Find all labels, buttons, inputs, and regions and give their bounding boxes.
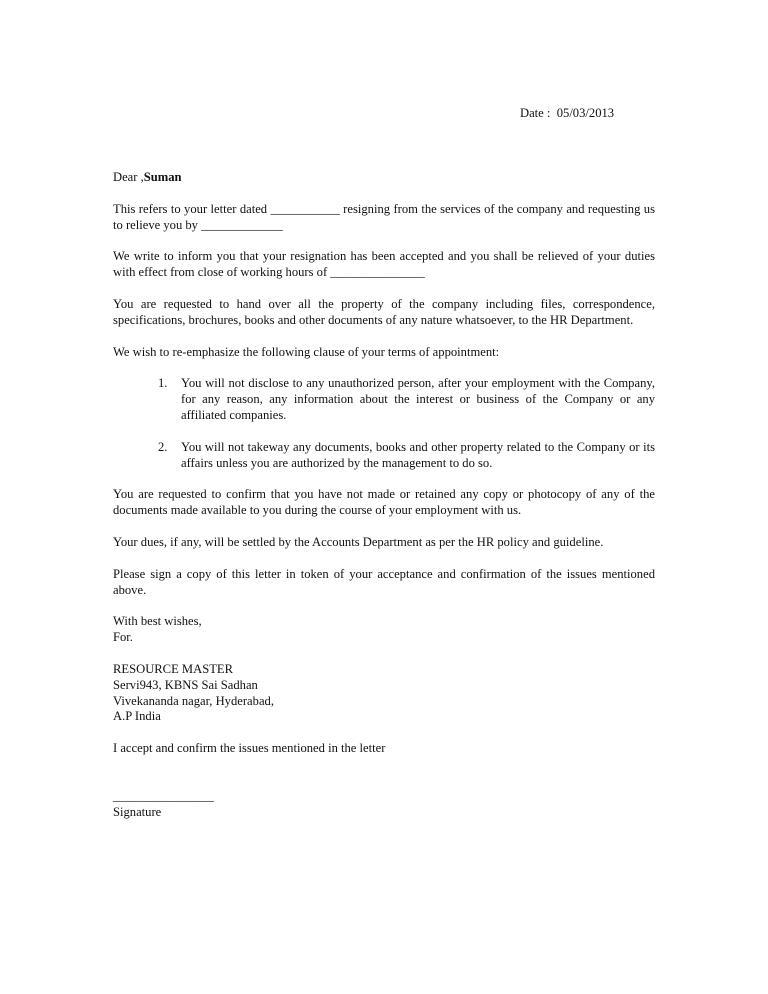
signature-block (113, 789, 655, 821)
clause-text: You will not takeway any documents, books and other property related to the Company or its affairs unless you are authorized by the management to do so. (181, 439, 655, 470)
paragraph-confirm: You are requested to confirm that you have not made or retained any copy or photocopy of any of the documents made available to you during the course of your employment with us. (113, 487, 655, 518)
closing-wishes: With best wishes, (113, 614, 202, 629)
paragraph-reemphasize: We wish to re-emphasize the following clause of your terms of appointment: (113, 344, 500, 359)
date-value: 05/03/2013 (556, 106, 615, 120)
address-line-3: A.P India (113, 709, 161, 724)
clause-item (113, 440, 655, 472)
paragraph-refers: This refers to your letter dated ___________ resigning from the services of the company and requesting us to relieve you by _____________ (113, 201, 655, 232)
address-line-2: Vivekananda nagar, Hyderabad, (113, 693, 274, 708)
signature-label: Signature (113, 804, 162, 819)
paragraph-handover: You are requested to hand over all the property of the company including files, correspondence, specifications, brochures, books and other documents of any nature whatsoever, to the HR Department. (113, 296, 655, 327)
recipient-name: Suman (143, 170, 182, 184)
letter-body (113, 170, 655, 821)
salutation-prefix: Dear , (113, 170, 144, 184)
acceptance-statement: I accept and confirm the issues mentioned in the letter (113, 741, 386, 756)
clause-list (113, 376, 655, 471)
clause-number: 2. (158, 439, 168, 454)
address-line-1: Servi943, KBNS Sai Sadhan (113, 677, 258, 692)
sender-address (113, 662, 655, 725)
clause-item (113, 376, 655, 423)
closing-for: For. (113, 630, 133, 645)
clause-number: 1. (158, 376, 168, 391)
company-name: RESOURCE MASTER (113, 661, 234, 676)
clause-text: You will not disclose to any unauthorized person, after your employment with the Company, for any reason, any information about the interest or business of the Company or any affiliated companies. (181, 376, 655, 422)
paragraph-inform: We write to inform you that your resignation has been accepted and you shall be relieved of your duties with effect from close of working hours of _______________ (113, 249, 655, 280)
closing-block (113, 614, 655, 646)
date-label: Date : (520, 106, 551, 120)
date-line (520, 106, 614, 122)
salutation (113, 170, 655, 186)
signature-blank-line: ________________ (113, 788, 214, 803)
paragraph-dues: Your dues, if any, will be settled by the Accounts Department as per the HR policy and guideline. (113, 534, 604, 549)
paragraph-sign: Please sign a copy of this letter in token of your acceptance and confirmation of the issues mentioned above. (113, 566, 655, 597)
